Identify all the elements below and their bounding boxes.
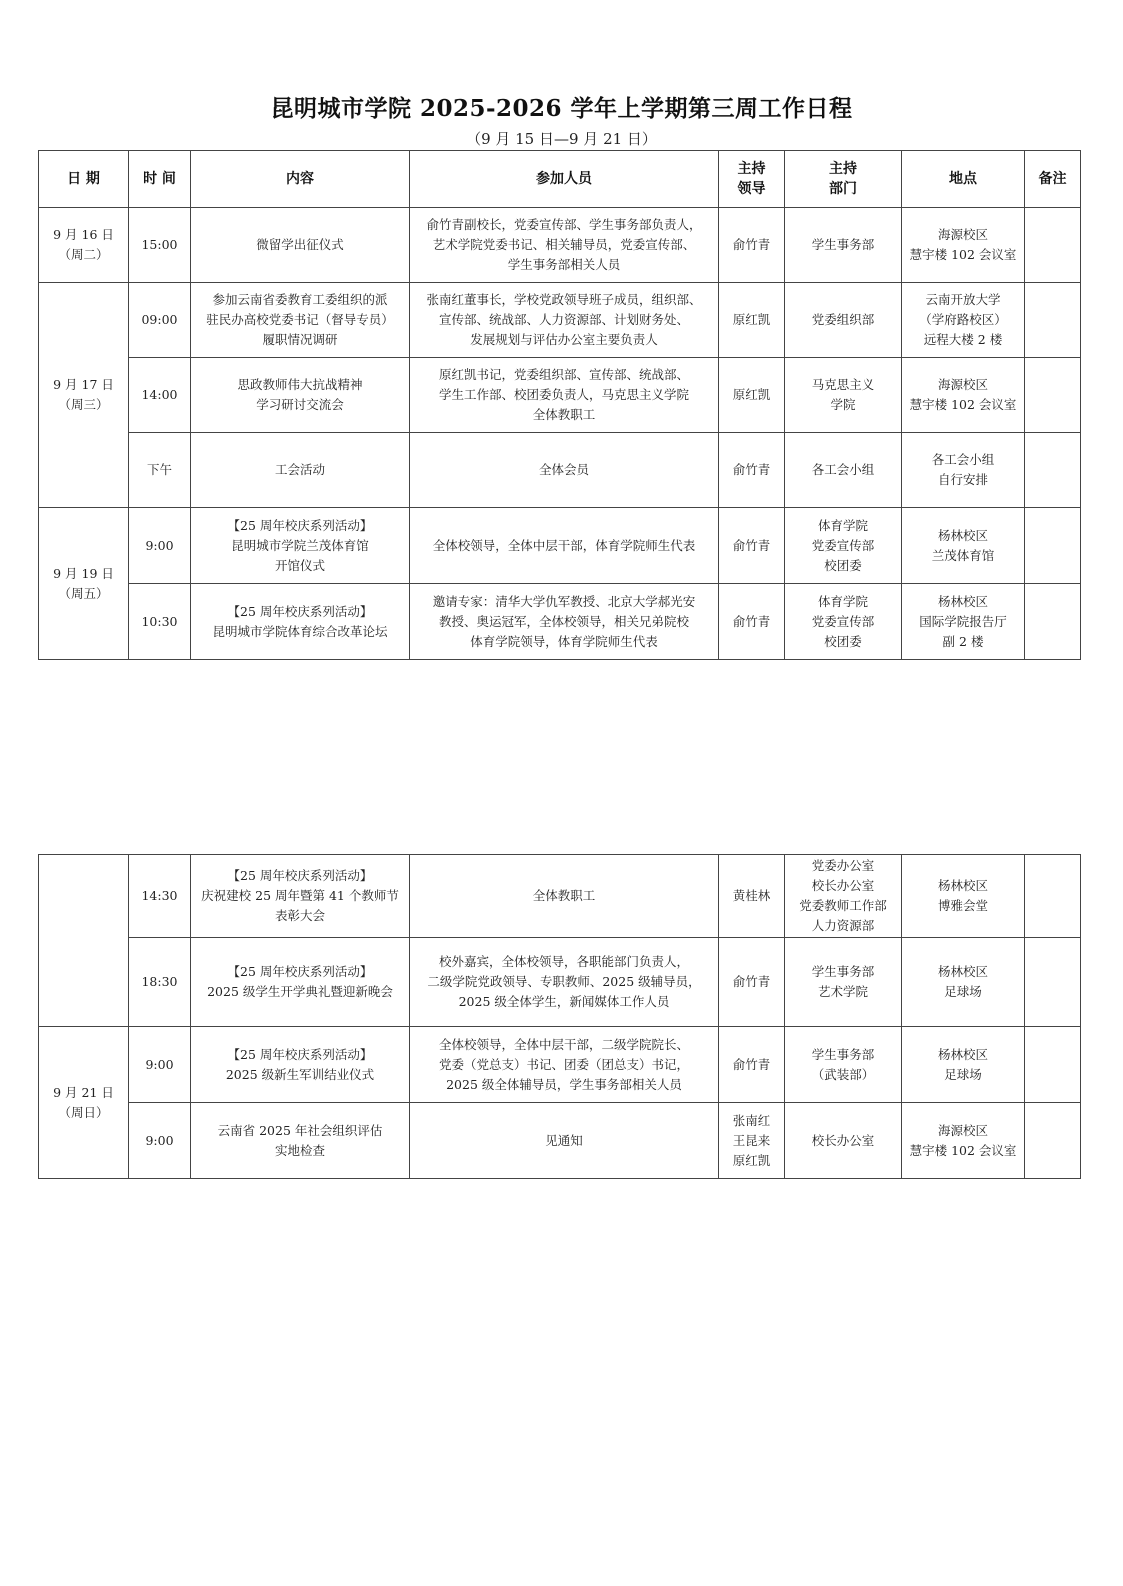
content-cell: 【25 周年校庆系列活动】 2025 级新生军训结业仪式 [191,1027,410,1103]
schedule-table-part-1 [38,150,1081,660]
remark-cell [1025,358,1081,433]
host-leader-cell: 原红凯 [719,283,785,358]
host-leader-cell: 俞竹青 [719,584,785,660]
remark-cell [1025,1027,1081,1103]
host-leader-cell: 俞竹青 [719,433,785,508]
participants-cell: 邀请专家：清华大学仇军教授、北京大学郝光安 教授、奥运冠军，全体校领导，相关兄弟院校 体育学院领导，体育学院师生代表 [410,584,719,660]
host-leader-cell: 俞竹青 [719,208,785,283]
host-dept-cell: 学生事务部 （武装部） [785,1027,902,1103]
time-cell: 15:00 [129,208,191,283]
table-row [39,584,1081,660]
participants-cell: 张南红董事长，学校党政领导班子成员，组织部、 宣传部、统战部、人力资源部、计划财务处、 发展规划与评估办公室主要负责人 [410,283,719,358]
table-row [39,208,1081,283]
host-dept-cell: 马克思主义 学院 [785,358,902,433]
location-cell: 杨林校区 博雅会堂 [902,855,1025,938]
date-cell: 9 月 19 日 （周五） [39,508,129,660]
header-content: 内容 [191,151,410,208]
participants-cell: 全体校领导，全体中层干部，体育学院师生代表 [410,508,719,584]
table-row [39,1027,1081,1103]
content-cell: 云南省 2025 年社会组织评估 实地检查 [191,1103,410,1179]
participants-cell: 全体教职工 [410,855,719,938]
date-cell: 9 月 17 日 （周三） [39,283,129,508]
host-dept-cell: 学生事务部 艺术学院 [785,938,902,1027]
header-remark: 备注 [1025,151,1081,208]
table-row [39,508,1081,584]
table-row [39,855,1081,938]
page-title: 昆明城市学院 2025-2026 学年上学期第三周工作日程 [270,95,853,122]
location-cell: 杨林校区 足球场 [902,938,1025,1027]
content-cell: 【25 周年校庆系列活动】 昆明城市学院体育综合改革论坛 [191,584,410,660]
remark-cell [1025,283,1081,358]
header-host-dept: 主持 部门 [785,151,902,208]
host-leader-cell: 黄桂林 [719,855,785,938]
content-cell: 【25 周年校庆系列活动】 2025 级学生开学典礼暨迎新晚会 [191,938,410,1027]
host-leader-cell: 俞竹青 [719,508,785,584]
time-cell: 9:00 [129,508,191,584]
host-dept-cell: 体育学院 党委宣传部 校团委 [785,584,902,660]
host-dept-cell: 党委办公室 校长办公室 党委教师工作部 人力资源部 [785,855,902,938]
time-cell: 18:30 [129,938,191,1027]
remark-cell [1025,508,1081,584]
date-range-subtitle: （9 月 15 日—9 月 21 日） [466,130,657,148]
host-dept-cell: 校长办公室 [785,1103,902,1179]
header-location: 地点 [902,151,1025,208]
participants-cell: 原红凯书记，党委组织部、宣传部、统战部、 学生工作部、校团委负责人，马克思主义学院 全体教职工 [410,358,719,433]
location-cell: 各工会小组 自行安排 [902,433,1025,508]
content-cell: 思政教师伟大抗战精神 学习研讨交流会 [191,358,410,433]
schedule-table-part-2 [38,854,1081,1179]
table-row [39,283,1081,358]
header-time: 时 间 [129,151,191,208]
header-host-leader: 主持 领导 [719,151,785,208]
host-dept-cell: 学生事务部 [785,208,902,283]
host-leader-cell: 俞竹青 [719,938,785,1027]
date-cell: 9 月 21 日 （周日） [39,1027,129,1179]
remark-cell [1025,208,1081,283]
date-cell [39,855,129,1027]
location-cell: 海源校区 慧宇楼 102 会议室 [902,358,1025,433]
location-cell: 杨林校区 足球场 [902,1027,1025,1103]
time-cell: 9:00 [129,1027,191,1103]
participants-cell: 全体会员 [410,433,719,508]
participants-cell: 见通知 [410,1103,719,1179]
time-cell: 下午 [129,433,191,508]
remark-cell [1025,584,1081,660]
participants-cell: 全体校领导，全体中层干部，二级学院院长、 党委（党总支）书记、团委（团总支）书记， 2025 级全体辅导员，学生事务部相关人员 [410,1027,719,1103]
host-dept-cell: 体育学院 党委宣传部 校团委 [785,508,902,584]
header-date: 日 期 [39,151,129,208]
time-cell: 09:00 [129,283,191,358]
header-row [39,151,1081,208]
content-cell: 参加云南省委教育工委组织的派 驻民办高校党委书记（督导专员） 履职情况调研 [191,283,410,358]
host-dept-cell: 党委组织部 [785,283,902,358]
content-cell: 工会活动 [191,433,410,508]
header-participants: 参加人员 [410,151,719,208]
date-cell: 9 月 16 日 （周二） [39,208,129,283]
location-cell: 云南开放大学 （学府路校区） 远程大楼 2 楼 [902,283,1025,358]
time-cell: 14:00 [129,358,191,433]
time-cell: 14:30 [129,855,191,938]
table-row [39,1103,1081,1179]
remark-cell [1025,1103,1081,1179]
host-leader-cell: 俞竹青 [719,1027,785,1103]
remark-cell [1025,855,1081,938]
location-cell: 杨林校区 国际学院报告厅 副 2 楼 [902,584,1025,660]
table-row [39,358,1081,433]
content-cell: 【25 周年校庆系列活动】 庆祝建校 25 周年暨第 41 个教师节 表彰大会 [191,855,410,938]
host-dept-cell: 各工会小组 [785,433,902,508]
table-row [39,938,1081,1027]
host-leader-cell: 张南红 王昆来 原红凯 [719,1103,785,1179]
content-cell: 【25 周年校庆系列活动】 昆明城市学院兰茂体育馆 开馆仪式 [191,508,410,584]
content-cell: 微留学出征仪式 [191,208,410,283]
host-leader-cell: 原红凯 [719,358,785,433]
location-cell: 海源校区 慧宇楼 102 会议室 [902,1103,1025,1179]
participants-cell: 俞竹青副校长，党委宣传部、学生事务部负责人， 艺术学院党委书记、相关辅导员，党委宣传部、 学生事务部相关人员 [410,208,719,283]
location-cell: 杨林校区 兰茂体育馆 [902,508,1025,584]
remark-cell [1025,433,1081,508]
participants-cell: 校外嘉宾，全体校领导，各职能部门负责人， 二级学院党政领导、专职教师、2025 级辅导员， 2025 级全体学生，新闻媒体工作人员 [410,938,719,1027]
location-cell: 海源校区 慧宇楼 102 会议室 [902,208,1025,283]
remark-cell [1025,938,1081,1027]
time-cell: 9:00 [129,1103,191,1179]
table-row [39,433,1081,508]
time-cell: 10:30 [129,584,191,660]
